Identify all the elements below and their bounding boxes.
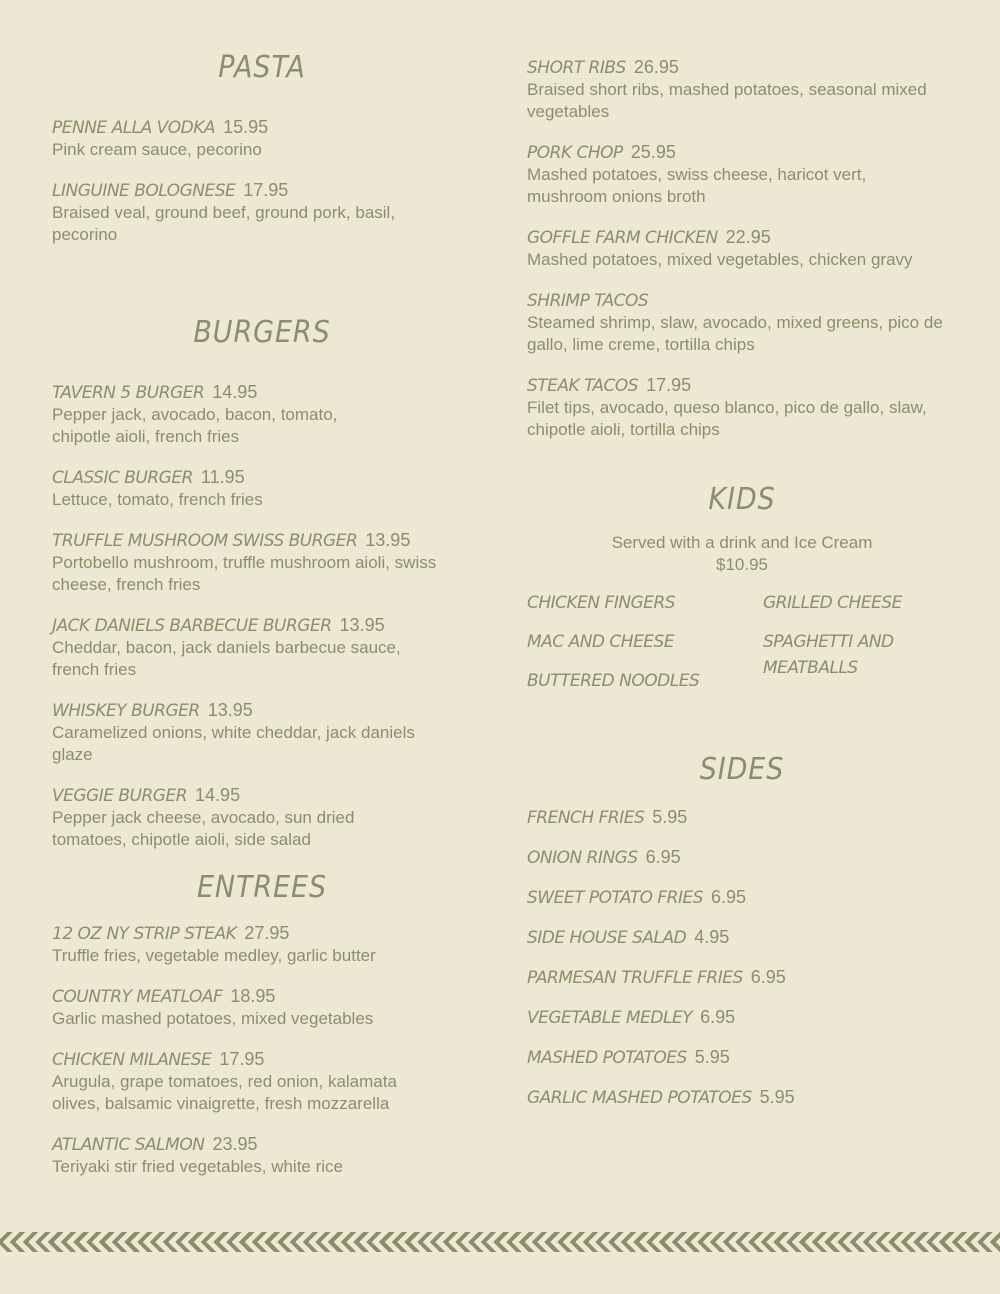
item-name: PARMESAN TRUFFLE FRIES (527, 968, 743, 988)
menu-item (52, 985, 472, 1030)
kids-items (527, 590, 957, 700)
menu-item (527, 289, 957, 356)
item-price: 26.95 (633, 57, 679, 77)
item-name: ATLANTIC SALMON (52, 1135, 205, 1155)
side-item (527, 966, 957, 989)
kids-item: MAC AND CHEESE (527, 632, 675, 652)
side-item (527, 1046, 957, 1069)
item-name: WHISKEY BURGER (52, 701, 200, 721)
item-name: PORK CHOP (527, 143, 623, 163)
item-price: 15.95 (223, 117, 269, 137)
burgers-section (52, 313, 472, 869)
item-price: 13.95 (365, 530, 411, 550)
menu-item (527, 141, 957, 208)
item-description: Braised short ribs, mashed potatoes, seasonal mixed vegetables (527, 80, 927, 121)
item-name: TRUFFLE MUSHROOM SWISS BURGER (52, 531, 358, 551)
item-price: 6.95 (700, 1007, 736, 1027)
item-description: Truffle fries, vegetable medley, garlic butter (52, 946, 376, 965)
item-description: Steamed shrimp, slaw, avocado, mixed greens, pico de gallo, lime creme, tortilla chips (527, 313, 943, 354)
item-price: 5.95 (759, 1087, 795, 1107)
item-price: 17.95 (219, 1049, 265, 1069)
item-name: SWEET POTATO FRIES (527, 888, 704, 908)
item-description: Portobello mushroom, truffle mushroom aioli, swiss cheese, french fries (52, 553, 437, 594)
item-name: PENNE ALLA VODKA (52, 118, 216, 138)
item-name: ONION RINGS (527, 848, 638, 868)
item-price: 6.95 (750, 967, 786, 987)
pasta-section (52, 48, 472, 264)
item-name: CHICKEN MILANESE (52, 1050, 212, 1070)
decorative-border (0, 1232, 1000, 1252)
burgers-heading: BURGERS (193, 315, 331, 350)
menu-item (52, 699, 472, 766)
item-price: 5.95 (652, 807, 688, 827)
item-price: 17.95 (646, 375, 692, 395)
item-price: 13.95 (207, 700, 253, 720)
item-description: Cheddar, bacon, jack daniels barbecue sauce, french fries (52, 638, 401, 679)
item-description: Pepper jack cheese, avocado, sun dried tomatoes, chipotle aioli, side salad (52, 808, 355, 849)
pasta-heading: PASTA (218, 50, 306, 85)
item-price: 17.95 (243, 180, 289, 200)
item-price: 14.95 (195, 785, 241, 805)
item-price: 13.95 (339, 615, 385, 635)
item-description: Caramelized onions, white cheddar, jack daniels glaze (52, 723, 415, 764)
item-price: 6.95 (645, 847, 681, 867)
kids-item: GRILLED CHEESE (763, 593, 902, 613)
item-name: GOFFLE FARM CHICKEN (527, 228, 718, 248)
kids-price: $10.95 (716, 555, 768, 574)
item-description: Mashed potatoes, mixed vegetables, chicken gravy (527, 250, 913, 269)
item-price: 4.95 (694, 927, 730, 947)
item-description: Lettuce, tomato, french fries (52, 490, 263, 509)
side-item (527, 846, 957, 869)
entrees-heading: ENTREES (196, 870, 328, 905)
item-price: 18.95 (230, 986, 276, 1006)
kids-item: CHICKEN FINGERS (527, 593, 676, 613)
side-item (527, 1086, 957, 1109)
menu-item (52, 1133, 472, 1178)
item-name: 12 OZ NY STRIP STEAK (52, 924, 237, 944)
side-item (527, 886, 957, 909)
item-price: 27.95 (244, 923, 290, 943)
item-description: Filet tips, avocado, queso blanco, pico de gallo, slaw, chipotle aioli, tortilla chips (527, 398, 927, 439)
menu-item (52, 1048, 472, 1115)
item-price: 14.95 (212, 382, 258, 402)
item-description: Pink cream sauce, pecorino (52, 140, 262, 159)
item-name: STEAK TACOS (527, 376, 639, 396)
item-price: 11.95 (200, 467, 245, 487)
menu-item (52, 116, 472, 161)
item-description: Braised veal, ground beef, ground pork, basil, pecorino (52, 203, 396, 244)
menu-item (52, 614, 472, 681)
menu-item (527, 226, 957, 271)
item-name: LINGUINE BOLOGNESE (52, 181, 236, 201)
item-name: SIDE HOUSE SALAD (527, 928, 687, 948)
item-price: 5.95 (694, 1047, 730, 1067)
side-item (527, 806, 957, 829)
kids-item: SPAGHETTI AND MEATBALLS (763, 632, 894, 678)
item-price: 23.95 (212, 1134, 258, 1154)
item-name: GARLIC MASHED POTATOES (527, 1088, 752, 1108)
side-item (527, 1006, 957, 1029)
item-name: VEGETABLE MEDLEY (527, 1008, 693, 1028)
menu-item (52, 381, 472, 448)
item-description: Mashed potatoes, swiss cheese, haricot vert, mushroom onions broth (527, 165, 867, 206)
menu-item (52, 466, 472, 511)
kids-item: BUTTERED NOODLES (527, 671, 700, 691)
item-name: MASHED POTATOES (527, 1048, 687, 1068)
sides-heading: SIDES (699, 752, 785, 787)
menu-item (52, 529, 472, 596)
kids-heading: KIDS (708, 482, 776, 517)
menu-item (527, 374, 957, 441)
item-name: JACK DANIELS BARBECUE BURGER (52, 616, 332, 636)
item-name: CLASSIC BURGER (52, 468, 193, 488)
item-name: COUNTRY MEATLOAF (52, 987, 223, 1007)
item-description: Arugula, grape tomatoes, red onion, kalamata olives, balsamic vinaigrette, fresh mozzarella (52, 1072, 397, 1113)
sides-section (527, 750, 957, 1126)
item-price: 22.95 (725, 227, 771, 247)
item-description: Garlic mashed potatoes, mixed vegetables (52, 1009, 374, 1028)
menu-item (527, 56, 957, 123)
item-description: Pepper jack, avocado, bacon, tomato, chipotle aioli, french fries (52, 405, 338, 446)
item-price: 6.95 (711, 887, 747, 907)
item-name: FRENCH FRIES (527, 808, 645, 828)
side-item (527, 926, 957, 949)
item-name: VEGGIE BURGER (52, 786, 188, 806)
entrees-section (52, 868, 472, 1196)
item-name: SHRIMP TACOS (527, 291, 649, 311)
kids-section (527, 480, 957, 700)
item-price: 25.95 (630, 142, 676, 162)
kids-note: Served with a drink and Ice Cream (611, 533, 873, 552)
item-description: Teriyaki stir fried vegetables, white rice (52, 1157, 344, 1176)
menu-item (52, 784, 472, 851)
item-name: TAVERN 5 BURGER (52, 383, 205, 403)
menu-item (52, 179, 472, 246)
menu-item (52, 922, 472, 967)
entrees-continued (527, 56, 957, 459)
item-name: SHORT RIBS (527, 58, 626, 78)
